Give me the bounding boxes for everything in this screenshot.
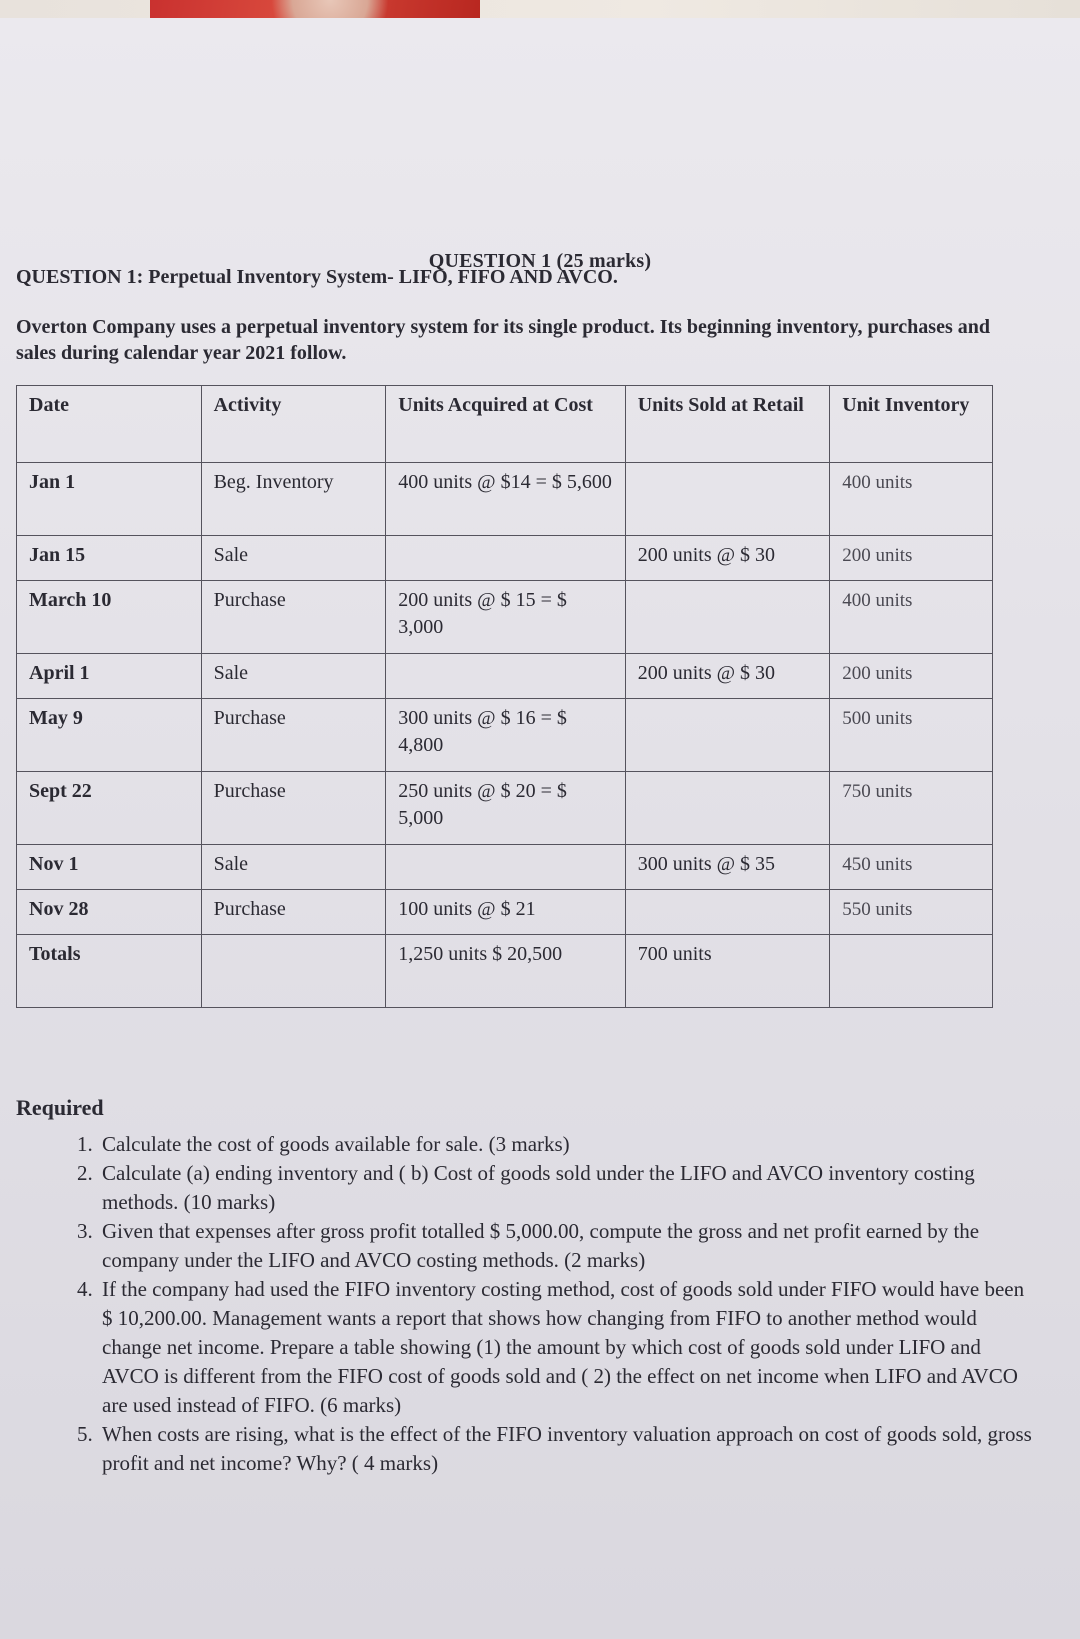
header-unit-inventory: Unit Inventory <box>830 386 993 463</box>
cell-unit-inventory: 450 units <box>830 845 993 890</box>
cell-units-sold <box>625 463 829 536</box>
cell-units-sold <box>625 581 829 654</box>
cell-activity: Sale <box>201 536 386 581</box>
table-totals-row <box>17 935 993 1008</box>
cell-unit-inventory: 400 units <box>830 581 993 654</box>
cell-units-sold: 200 units @ $ 30 <box>625 536 829 581</box>
cell-units-acquired <box>386 845 625 890</box>
header-units-sold: Units Sold at Retail <box>625 386 829 463</box>
task-list <box>56 1130 1038 1478</box>
table-row <box>17 845 993 890</box>
cell-activity: Purchase <box>201 772 386 845</box>
table-row <box>17 654 993 699</box>
cell-date: May 9 <box>17 699 202 772</box>
table-row <box>17 890 993 935</box>
question-title: QUESTION 1: Perpetual Inventory System- LIFO, FIFO AND AVCO. <box>16 266 618 288</box>
cell-unit-inventory <box>830 935 993 1008</box>
cell-unit-inventory: 200 units <box>830 536 993 581</box>
list-item: 2. Calculate (a) ending inventory and ( b) Cost of goods sold under the LIFO and AVCO inventory costing methods. (10 marks) <box>98 1159 1038 1217</box>
cell-units-acquired: 200 units @ $ 15 = $ 3,000 <box>386 581 625 654</box>
list-item: 3. Given that expenses after gross profit totalled $ 5,000.00, compute the gross and net profit earned by the company under the LIFO and AVCO costing methods. (2 marks) <box>98 1217 1038 1275</box>
table-row <box>17 581 993 654</box>
cell-units-sold <box>625 890 829 935</box>
cell-unit-inventory: 200 units <box>830 654 993 699</box>
table-row <box>17 463 993 536</box>
cell-date: March 10 <box>17 581 202 654</box>
cell-activity: Sale <box>201 654 386 699</box>
cell-unit-inventory: 750 units <box>830 772 993 845</box>
cell-unit-inventory: 400 units <box>830 463 993 536</box>
cell-units-acquired: 300 units @ $ 16 = $ 4,800 <box>386 699 625 772</box>
cell-units-sold: 300 units @ $ 35 <box>625 845 829 890</box>
cell-date: Totals <box>17 935 202 1008</box>
table-row <box>17 699 993 772</box>
header-activity: Activity <box>201 386 386 463</box>
cell-date: Nov 1 <box>17 845 202 890</box>
cell-unit-inventory: 550 units <box>830 890 993 935</box>
header-units-acquired: Units Acquired at Cost <box>386 386 625 463</box>
cell-date: Sept 22 <box>17 772 202 845</box>
cell-units-sold: 200 units @ $ 30 <box>625 654 829 699</box>
cell-units-sold: 700 units <box>625 935 829 1008</box>
cell-units-acquired <box>386 536 625 581</box>
cell-date: Nov 28 <box>17 890 202 935</box>
intro-paragraph: Overton Company uses a perpetual inventory system for its single product. Its beginning inventory, purchases and sales during calendar year 2021 follow. <box>16 316 990 364</box>
inventory-table <box>16 385 993 1008</box>
cell-activity: Purchase <box>201 581 386 654</box>
table-row <box>17 772 993 845</box>
header-date: Date <box>17 386 202 463</box>
cell-activity: Sale <box>201 845 386 890</box>
cell-units-acquired <box>386 654 625 699</box>
required-label: Required <box>16 1095 104 1120</box>
cell-activity: Beg. Inventory <box>201 463 386 536</box>
cell-date: Jan 1 <box>17 463 202 536</box>
cell-activity: Purchase <box>201 890 386 935</box>
list-item: 1. Calculate the cost of goods available for sale. (3 marks) <box>98 1130 1038 1159</box>
cell-units-acquired: 100 units @ $ 21 <box>386 890 625 935</box>
cell-activity <box>201 935 386 1008</box>
cell-units-sold <box>625 772 829 845</box>
cell-activity: Purchase <box>201 699 386 772</box>
cell-units-sold <box>625 699 829 772</box>
cell-date: April 1 <box>17 654 202 699</box>
cell-units-acquired: 250 units @ $ 20 = $ 5,000 <box>386 772 625 845</box>
list-item: 5. When costs are rising, what is the effect of the FIFO inventory valuation approach on cost of goods sold, gross profit and net income? Why? ( 4 marks) <box>98 1420 1038 1478</box>
list-item: 4. If the company had used the FIFO inventory costing method, cost of goods sold under FIFO would have been $ 10,200.00. Management wants a report that shows how changing from FIFO to another method would change net income. Prepare a table showing (1) the amount by which cost of goods sold under LIFO and AVCO is different from the FIFO cost of goods sold and ( 2) the effect on net income when LIFO and AVCO are used instead of FIFO. (6 marks) <box>98 1275 1038 1420</box>
cell-units-acquired: 400 units @ $14 = $ 5,600 <box>386 463 625 536</box>
question-heading: QUESTION 1 (25 marks) <box>428 250 652 272</box>
table-row <box>17 536 993 581</box>
cell-units-acquired: 1,250 units $ 20,500 <box>386 935 625 1008</box>
cell-unit-inventory: 500 units <box>830 699 993 772</box>
table-header-row <box>17 386 993 463</box>
cell-date: Jan 15 <box>17 536 202 581</box>
